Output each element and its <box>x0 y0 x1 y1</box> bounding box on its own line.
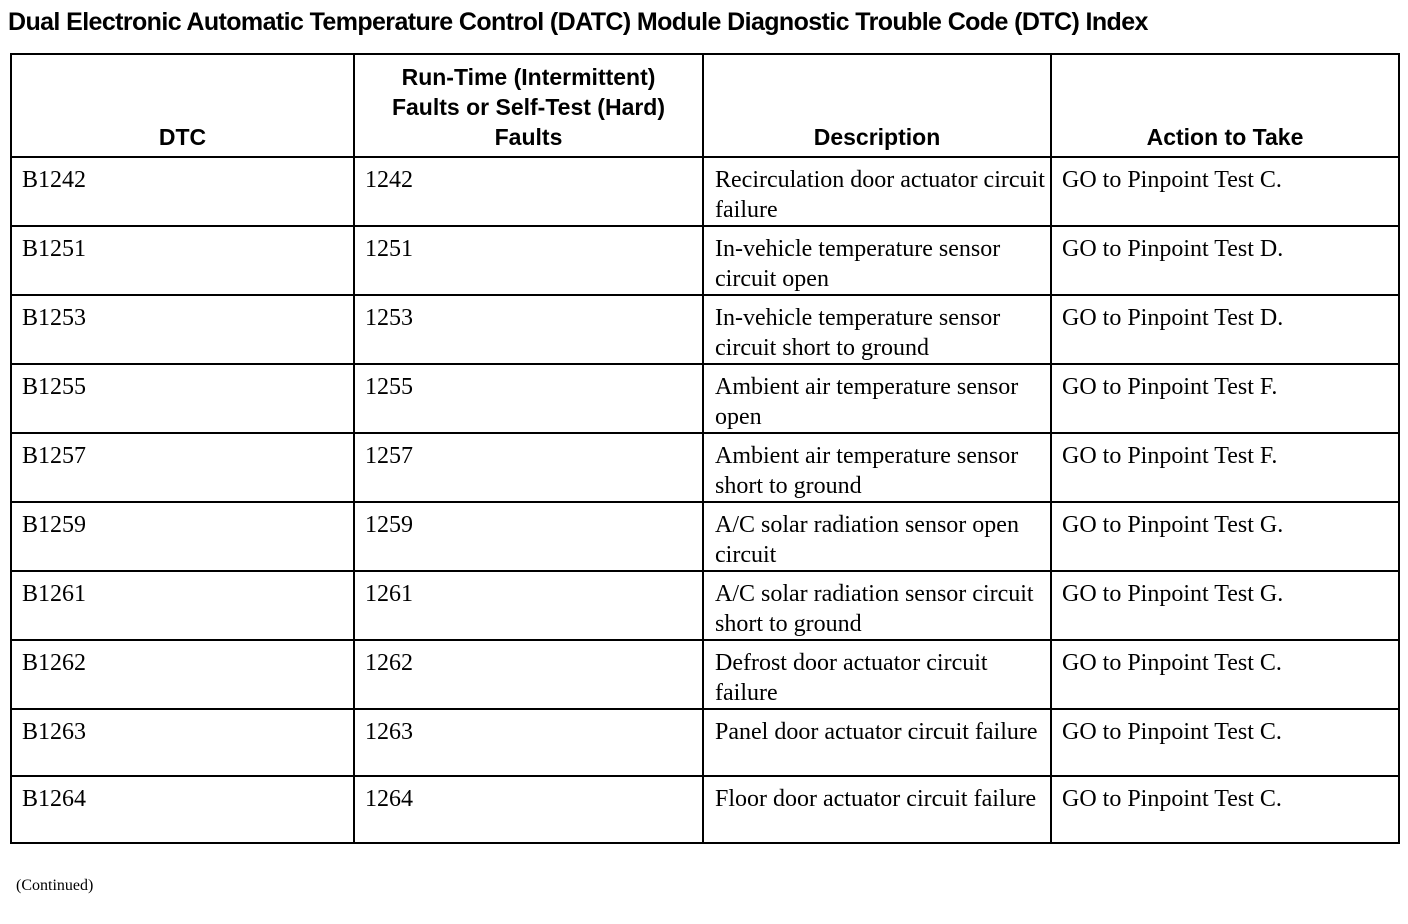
table-row <box>11 226 1399 295</box>
cell-code: 1242 <box>354 157 703 226</box>
table-header-row <box>11 54 1399 157</box>
cell-description: Ambient air temperature sensor open <box>703 364 1051 433</box>
cell-action: GO to Pinpoint Test C. <box>1051 776 1399 843</box>
table-row <box>11 433 1399 502</box>
cell-action: GO to Pinpoint Test D. <box>1051 295 1399 364</box>
cell-code: 1259 <box>354 502 703 571</box>
header-faults-line1: Run-Time (Intermittent) <box>401 64 656 90</box>
table-row <box>11 776 1399 843</box>
cell-code: 1257 <box>354 433 703 502</box>
header-faults <box>354 54 703 157</box>
header-description: Description <box>703 54 1051 157</box>
cell-dtc: B1257 <box>11 433 354 502</box>
cell-dtc: B1264 <box>11 776 354 843</box>
cell-dtc: B1262 <box>11 640 354 709</box>
continued-note: (Continued) <box>16 877 94 894</box>
header-faults-line2: Faults or Self-Test (Hard) <box>391 94 666 120</box>
header-dtc: DTC <box>11 54 354 157</box>
cell-action: GO to Pinpoint Test C. <box>1051 640 1399 709</box>
dtc-index-table <box>10 53 1400 844</box>
cell-description: In-vehicle temperature sensor circuit short to ground <box>703 295 1051 364</box>
cell-code: 1264 <box>354 776 703 843</box>
cell-dtc: B1261 <box>11 571 354 640</box>
cell-action: GO to Pinpoint Test F. <box>1051 433 1399 502</box>
cell-dtc: B1253 <box>11 295 354 364</box>
table-row <box>11 502 1399 571</box>
cell-description: A/C solar radiation sensor circuit short to ground <box>703 571 1051 640</box>
cell-dtc: B1263 <box>11 709 354 776</box>
table-row <box>11 295 1399 364</box>
cell-dtc: B1255 <box>11 364 354 433</box>
cell-dtc: B1242 <box>11 157 354 226</box>
cell-code: 1262 <box>354 640 703 709</box>
cell-description: Recirculation door actuator circuit failure <box>703 157 1051 226</box>
table-row <box>11 571 1399 640</box>
cell-description: Ambient air temperature sensor short to ground <box>703 433 1051 502</box>
cell-code: 1261 <box>354 571 703 640</box>
cell-action: GO to Pinpoint Test D. <box>1051 226 1399 295</box>
cell-description: In-vehicle temperature sensor circuit open <box>703 226 1051 295</box>
table-row <box>11 709 1399 776</box>
cell-description: Panel door actuator circuit failure <box>703 709 1051 776</box>
cell-action: GO to Pinpoint Test C. <box>1051 157 1399 226</box>
cell-code: 1253 <box>354 295 703 364</box>
cell-description: Floor door actuator circuit failure <box>703 776 1051 843</box>
cell-code: 1255 <box>354 364 703 433</box>
cell-description: A/C solar radiation sensor open circuit <box>703 502 1051 571</box>
page-title: Dual Electronic Automatic Temperature Control (DATC) Module Diagnostic Trouble Code (DTC) Index <box>8 8 1148 36</box>
header-faults-line3: Faults <box>494 124 563 150</box>
cell-code: 1263 <box>354 709 703 776</box>
cell-code: 1251 <box>354 226 703 295</box>
table-row <box>11 640 1399 709</box>
cell-dtc: B1251 <box>11 226 354 295</box>
cell-description: Defrost door actuator circuit failure <box>703 640 1051 709</box>
cell-action: GO to Pinpoint Test G. <box>1051 502 1399 571</box>
cell-dtc: B1259 <box>11 502 354 571</box>
cell-action: GO to Pinpoint Test C. <box>1051 709 1399 776</box>
cell-action: GO to Pinpoint Test G. <box>1051 571 1399 640</box>
header-action: Action to Take <box>1051 54 1399 157</box>
cell-action: GO to Pinpoint Test F. <box>1051 364 1399 433</box>
table-row <box>11 157 1399 226</box>
table-row <box>11 364 1399 433</box>
